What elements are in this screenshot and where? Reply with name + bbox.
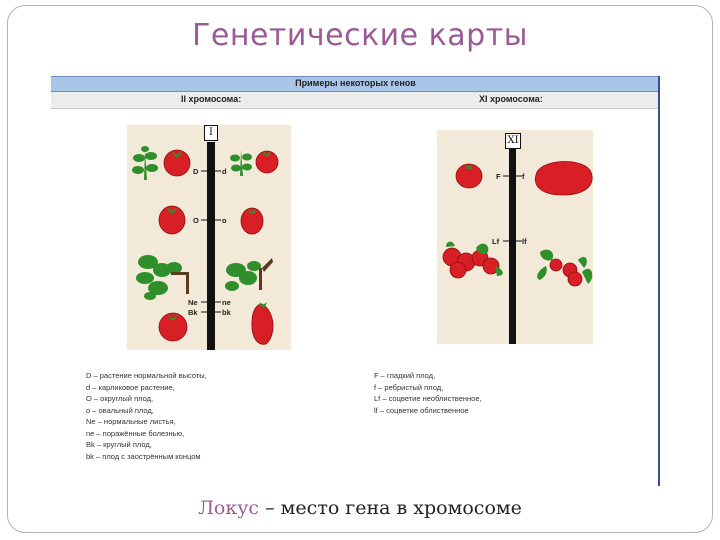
- right-legend: [374, 370, 482, 416]
- tomato-icon: [159, 206, 185, 234]
- caption-definition: – место гена в хромосоме: [259, 497, 522, 519]
- chromosome-xi-label: XI: [505, 133, 521, 149]
- tomato-icon: [241, 208, 263, 234]
- legend-line: D – растение нормальной высоты,: [86, 371, 207, 380]
- slide-title: Генетические карты: [192, 18, 528, 53]
- right-chromosome-heading: XI хромосома:: [479, 94, 543, 104]
- caption-term: Локус: [198, 497, 260, 519]
- tomato-icon: [164, 150, 190, 176]
- legend-line: F – гладкий плод,: [374, 371, 436, 380]
- gene-label: d: [222, 167, 227, 176]
- legend-line: lf – соцветие облиственное: [374, 405, 469, 415]
- left-chromosome-heading: II хромосома:: [181, 94, 242, 104]
- legend-line: Ne – нормальные листья,: [86, 417, 176, 426]
- legend-line: d – карликовое растение,: [86, 382, 175, 392]
- gene-label: lf: [522, 237, 527, 246]
- ribbed-tomato-icon: [535, 162, 592, 196]
- gene-label: F: [496, 172, 501, 181]
- legend-line: Bk – круглый плод,: [86, 440, 152, 449]
- legend-line: Lf – соцветие необлиственное,: [374, 394, 482, 403]
- gene-label: Lf: [492, 237, 500, 246]
- diseased-leaf-icon: [225, 258, 273, 291]
- tomato-icon: [550, 259, 562, 271]
- dwarf-plant-icon: [230, 150, 252, 176]
- slide-caption: [0, 497, 720, 519]
- gene-label: f: [522, 172, 525, 181]
- figure-header-title: Примеры некоторых генов: [295, 78, 416, 88]
- tomato-icon: [450, 262, 466, 278]
- gene-label: O: [193, 216, 199, 225]
- chromosome-ii-label: I: [204, 125, 218, 141]
- legend-line: f – ребристый плод,: [374, 382, 444, 392]
- legend-line: ne – поражённые болезнью,: [86, 428, 185, 438]
- left-legend: [86, 370, 207, 462]
- pointed-tomato-icon: [252, 304, 273, 344]
- gene-label: Ne: [188, 298, 198, 307]
- gene-label: o: [222, 216, 227, 225]
- healthy-leaf-icon: [136, 255, 189, 300]
- tomato-icon: [568, 272, 582, 286]
- legend-line: bk – плод с заострённым концом: [86, 451, 201, 461]
- legend-line: O – округлый плод,: [86, 394, 154, 403]
- gene-label: ne: [222, 298, 231, 307]
- plant-icon: [132, 146, 158, 180]
- gene-label: Bk: [188, 308, 198, 317]
- gene-label: bk: [222, 308, 231, 317]
- gene-label: D: [193, 167, 199, 176]
- tomato-icon: [159, 313, 187, 341]
- legend-line: o – овальный плод,: [86, 405, 154, 415]
